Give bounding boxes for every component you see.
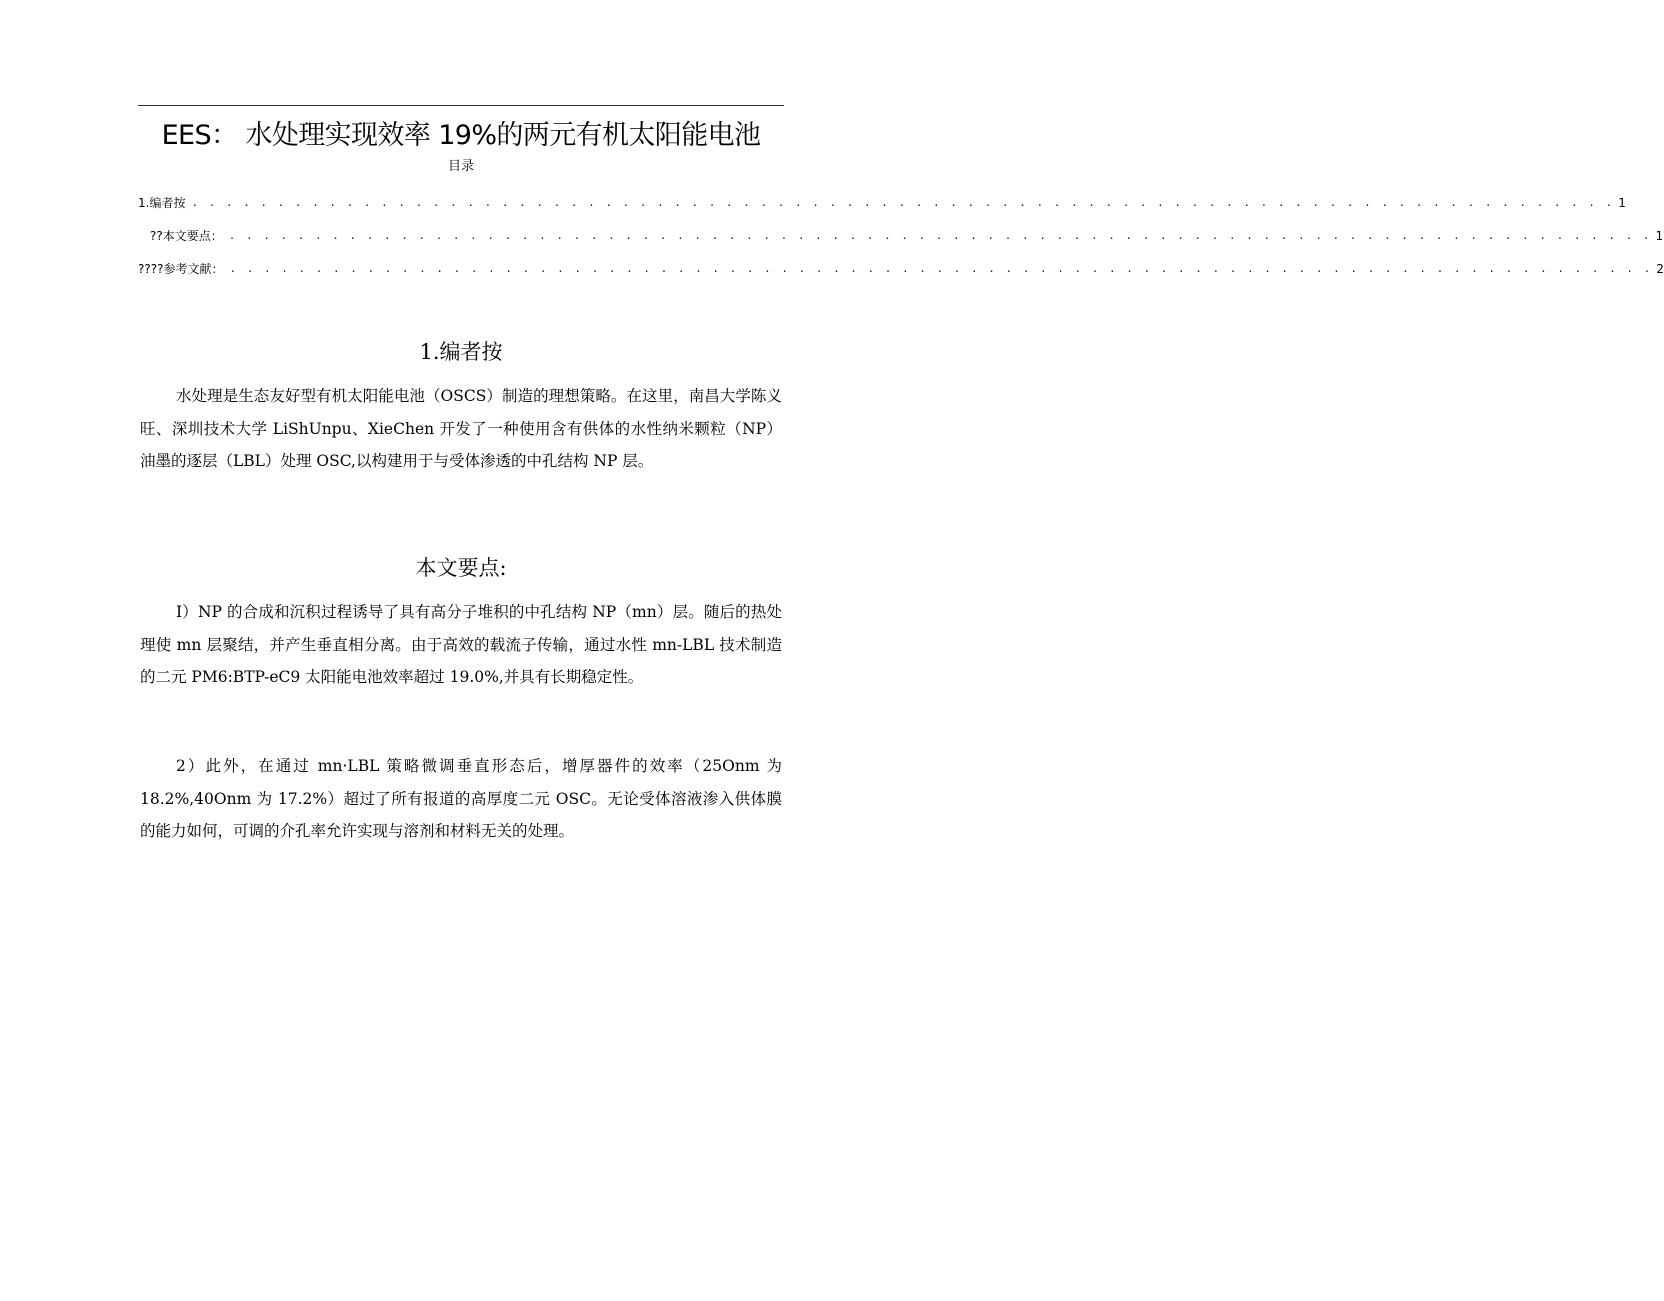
- body-paragraph: 水处理是生态友好型有机太阳能电池（OSCS）制造的理想策略。在这里，南昌大学陈义旺、深圳技术大学 LiShUnpu、XieChen 开发了一种使用含有供体的水性纳米颗粒（NP）油墨的逐层（LBL）处理 OSC,以构建用于与受体渗透的中孔结构 NP 层。: [140, 387, 782, 470]
- toc-leader-dots: . . . . . . . . . . . . . . . . . . . . . . . . . . . . . . . . . . . . . . . . . . . . . . . . . . . . . . . . . . . . . . . . . . . . . . . . . . . . . . . . . . .: [229, 262, 1653, 275]
- toc-entry-page: 1: [1618, 195, 1626, 210]
- document-title: EES： 水处理实现效率 19%的两元有机太阳能电池: [161, 120, 761, 151]
- toc-entry-references[interactable]: [138, 252, 1664, 285]
- toc-leader-dots: . . . . . . . . . . . . . . . . . . . . . . . . . . . . . . . . . . . . . . . . . . . . . . . . . . . . . . . . . . . . . . . . . . . . . . . . . . . . . . . . . . .: [191, 196, 1615, 209]
- section-heading-editor-note: 1.编者按: [419, 340, 503, 364]
- toc-heading: 目录: [447, 159, 474, 174]
- body-paragraph: 2）此外，在通过 mn·LBL 策略微调垂直形态后，增厚器件的效率（25Onm 为 18.2%,40Onm 为 17.2%）超过了所有报道的高厚度二元 OSC。无论受体溶液渗入供体膜的能力如何，可调的介孔率允许实现与溶剂和材料无关的处理。: [140, 757, 782, 840]
- toc-entry-label: ??本文要点：: [138, 227, 229, 244]
- toc-entry-page: 2: [1656, 261, 1664, 276]
- table-of-contents: [138, 186, 1664, 285]
- toc-leader-dots: . . . . . . . . . . . . . . . . . . . . . . . . . . . . . . . . . . . . . . . . . . . . . . . . . . . . . . . . . . . . . . . . . . . . . . . . . . . . . . . . . . .: [228, 229, 1652, 242]
- toc-entry-editor-note[interactable]: [138, 186, 1626, 219]
- toc-entry-page: 1: [1655, 228, 1664, 243]
- body-paragraph: I）NP 的合成和沉积过程诱导了具有高分子堆积的中孔结构 NP（mn）层。随后的热处理使 mn 层聚结，并产生垂直相分离。由于高效的载流子传输，通过水性 mn-LBL 技术制造的二元 PM6:BTP-eC9 太阳能电池效率超过 19.0%,并具有长期稳定性。: [140, 603, 782, 686]
- header-rule: [138, 105, 784, 106]
- toc-entry-label: 1.编者按: [138, 194, 191, 211]
- toc-entry-label: ????参考文献：: [138, 260, 229, 277]
- toc-entry-key-points[interactable]: [138, 219, 1664, 252]
- section-heading-key-points: 本文要点:: [415, 556, 507, 580]
